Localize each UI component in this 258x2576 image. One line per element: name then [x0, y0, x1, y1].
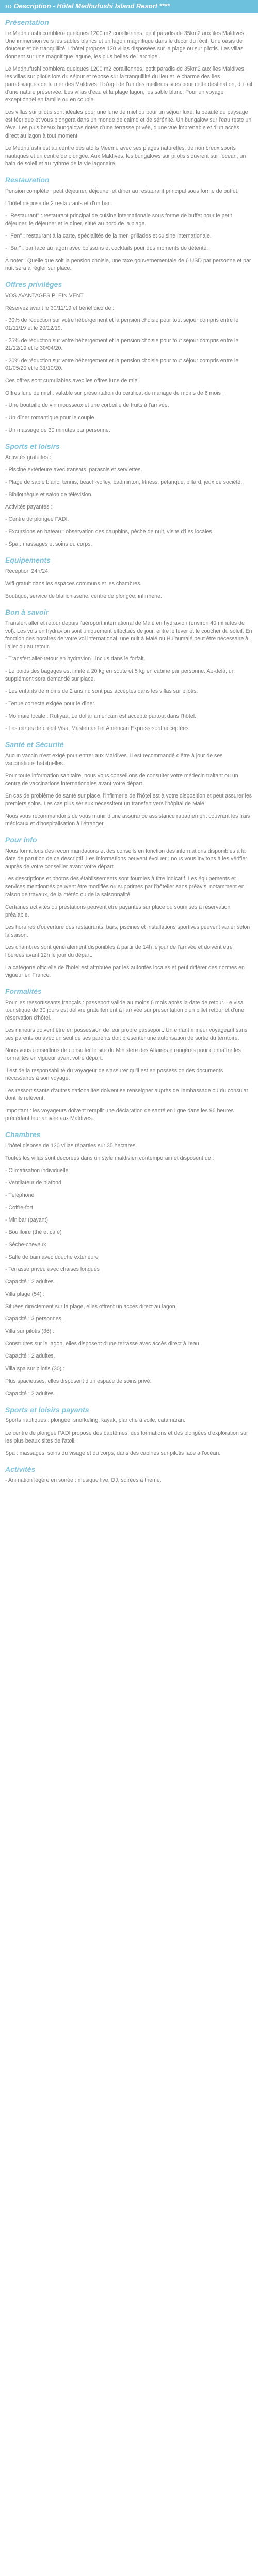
section-paragraph: - "Restaurant" : restaurant principal de cuisine internationale sous forme de buffet pour le petit déjeuner, le déjeuner et le dîner, situé au bord de la plage.: [5, 212, 232, 227]
section-paragraph: À noter : Quelle que soit la pension choisie, une taxe gouvernementale de 6 USD par personne et par nuit sera à régler sur place.: [5, 257, 251, 272]
section-paragraph: - Téléphone: [5, 1192, 35, 1199]
section-title: Offres privilèges: [5, 280, 62, 289]
section-paragraph: Capacité : 3 personnes.: [5, 1316, 63, 1323]
section-paragraph: La catégorie officielle de l'hôtel est attribuée par les autorités locales et peut différer des normes en vigueur en France.: [5, 964, 245, 978]
section-paragraph: Capacité : 2 adultes.: [5, 1353, 55, 1360]
section-paragraph: - Un massage de 30 minutes par personne.: [5, 427, 110, 433]
section-paragraph: - Monnaie locale : Rufiyaa. Le dollar américain est accepté partout dans l'hôtel.: [5, 713, 197, 720]
section-paragraph: - Piscine extérieure avec transats, parasols et serviettes.: [5, 466, 142, 473]
section-title: Présentation: [5, 18, 49, 27]
section-paragraph: - "Fen" : restaurant à la carte, spécialités de la mer, grillades et cuisine internationale.: [5, 232, 212, 239]
section-paragraph: Transfert aller et retour depuis l'aéroport international de Malé en hydravion (environ 40 minutes de vol). Les vols en hydravion sont uniquement effectués de jour, entre le lever et le coucher du soleil. En fonction des horaires de votre vol international, une nuit à Malé ou Hulhumalé peut être nécessaire à l'aller ou au retour.: [5, 620, 252, 650]
section-paragraph: Les mineurs doivent être en possession de leur propre passeport. Un enfant mineur voyageant sans ses parents ou avec un seul de ses parents doit présenter une autorisation de sortie du territoire.: [5, 1027, 248, 1041]
section-paragraph: Spa : massages, soins du visage et du corps, dans des cabines sur pilotis face à l'océan.: [5, 1450, 221, 1456]
section-paragraph: Le Medhufushi est au centre des atolls Meemu avec ses plages naturelles, de nombreux sports nautiques et un centre de plongée. Aux Maldives, les bungalows sur pilotis s'ouvrent sur l'océan, un bain de soleil et au rythme de la vie lagonaire.: [5, 145, 246, 167]
section-paragraph: Construites sur le lagon, elles disposent d'une terrasse avec accès direct à l'eau.: [5, 1341, 201, 1347]
section-paragraph: Nous vous recommandons de vous munir d'une assurance assistance rapatriement couvrant les frais médicaux et d'hospitalisation à l'étranger.: [5, 813, 250, 827]
section-paragraph: Il est de la responsabilité du voyageur de s'assurer qu'il est en possession des documents nécessaires à son voyage.: [5, 1067, 223, 1081]
section-paragraph: Plus spacieuses, elles disposent d'un espace de soins privé.: [5, 1378, 152, 1384]
section-paragraph: Aucun vaccin n'est exigé pour entrer aux Maldives. Il est recommandé d'être à jour de ses vaccinations habituelles.: [5, 753, 223, 767]
section-paragraph: Le centre de plongée PADI propose des baptêmes, des formations et des plongées d'exploration sur les plus beaux sites de l'atoll.: [5, 1430, 248, 1444]
section-paragraph: Les villas sur pilotis sont idéales pour une lune de miel ou pour un séjour luxe; la beauté du paysage est féerique et vous plongera dans un monde de calme et de sérénité. Un bungalow sur l'eau reste un rêve. Les plus beaux bungalows dotés d'une terrasse privée, d'une vue imprenable et d'un accès direct au lagon à tout moment.: [5, 109, 252, 139]
section-title: Restauration: [5, 175, 50, 184]
section-paragraph: Pour les ressortissants français : passeport valide au moins 6 mois après la date de retour. Le visa touristique de 30 jours est délivré gratuitement à l'arrivée sur présentation d'un billet retour et d'une réservation d'hôtel.: [5, 999, 245, 1021]
section-paragraph: Sports nautiques : plongée, snorkeling, kayak, planche à voile, catamaran.: [5, 1417, 186, 1424]
description-banner: [0, 0, 258, 13]
section-paragraph: Activités payantes :: [5, 504, 53, 511]
section-paragraph: Situées directement sur la plage, elles offrent un accès direct au lagon.: [5, 1303, 177, 1310]
section-paragraph: - Tenue correcte exigée pour le dîner.: [5, 701, 96, 707]
section-paragraph: - 25% de réduction sur votre hébergement et la pension choisie pour tout séjour compris entre le 21/12/19 et le 30/04/20.: [5, 337, 239, 351]
description-sections: [5, 18, 253, 1484]
section-title: Activités: [5, 1465, 36, 1473]
section-paragraph: L'hôtel dispose de 120 villas réparties sur 35 hectares.: [5, 1142, 137, 1149]
section-paragraph: Wifi gratuit dans les espaces communs et les chambres.: [5, 581, 142, 587]
section-paragraph: - Climatisation individuelle: [5, 1167, 69, 1174]
section-paragraph: - Ventilateur de plafond: [5, 1180, 61, 1187]
section-paragraph: - Le poids des bagages est limité à 20 kg en soute et 5 kg en cabine par personne. Au-delà, un supplément sera demandé sur place.: [5, 668, 235, 683]
section-paragraph: - Animation légère en soirée : musique live, DJ, soirées à thème.: [5, 1477, 162, 1484]
section-paragraph: Pour toute information sanitaire, nous vous conseillons de consulter votre médecin traitant ou un centre de vaccinations internationales avant votre départ.: [5, 773, 238, 787]
section-paragraph: Villa plage (54) :: [5, 1291, 45, 1298]
section-title: Bon à savoir: [5, 608, 49, 617]
section-paragraph: - Les cartes de crédit Visa, Mastercard et American Express sont acceptées.: [5, 725, 190, 732]
section-title: Santé et Sécurité: [5, 740, 64, 749]
section-paragraph: - Plage de sable blanc, tennis, beach-volley, badminton, fitness, pétanque, billard, jeux de société.: [5, 479, 243, 485]
section-paragraph: - Salle de bain avec douche extérieure: [5, 1254, 99, 1261]
section-paragraph: Les descriptions et photos des établissements sont fournies à titre indicatif. Les équipements et services mentionnés peuvent être modifiés ou supprimés par l'hôtelier sans préavis, notamment en raison de travaux, de la météo ou de la saisonnalité.: [5, 876, 245, 898]
section-paragraph: - Coffre-fort: [5, 1205, 33, 1211]
section-paragraph: Les ressortissants d'autres nationalités doivent se renseigner auprès de l'ambassade ou du consulat dont ils relèvent.: [5, 1087, 248, 1101]
section-paragraph: Important : les voyageurs doivent remplir une déclaration de santé en ligne dans les 96 heures précédant leur arrivée aux Maldives.: [5, 1108, 234, 1122]
section-title: Sports et loisirs payants: [5, 1405, 89, 1414]
section-paragraph: Activités gratuites :: [5, 454, 51, 461]
section-title: Pour info: [5, 836, 37, 844]
section-paragraph: - Bouilloire (thé et café): [5, 1229, 62, 1236]
section-paragraph: - 20% de réduction sur votre hébergement et la pension choisie pour tout séjour compris entre le 01/05/20 et le 31/10/20.: [5, 357, 239, 371]
section-paragraph: - Une bouteille de vin mousseux et une corbeille de fruits à l'arrivée.: [5, 402, 169, 409]
section-paragraph: - "Bar" : bar face au lagon avec boissons et cocktails pour des moments de détente.: [5, 245, 208, 251]
section-paragraph: Ces offres sont cumulables avec les offres lune de miel.: [5, 377, 140, 384]
section-title: Chambres: [5, 1130, 41, 1139]
section-paragraph: Offres lune de miel : valable sur présentation du certificat de mariage de moins de 6 mois :: [5, 389, 224, 396]
section-paragraph: En cas de problème de santé sur place, l'infirmerie de l'hôtel est à votre disposition et peut assurer les premiers soins. Les cas plus sérieux nécessitent un transfert vers l'hôpital de Malé.: [5, 793, 252, 807]
section-paragraph: Nous vous conseillons de consulter le site du Ministère des Affaires étrangères pour connaître les formalités en vigueur avant votre départ.: [5, 1047, 241, 1061]
section-paragraph: Villa spa sur pilotis (30) :: [5, 1365, 65, 1372]
section-paragraph: Le Medhufushi comblera quelques 1200 m2 coralliennes, petit paradis de 35km2 aux îles Maldives. Une immersion vers les sables blancs et un lagon magnifique dans le décor du récif. Une oasis de douceur et de tranquillité. L'hôtel propose 120 villas disposées sur la plage ou sur pilotis. Les villas donnent sur une magnifique lagune, les plus belles de l'archipel.: [5, 30, 246, 60]
banner-title: Description - Hôtel Medhufushi Island Resort ****: [14, 2, 170, 10]
section-title: Formalités: [5, 987, 42, 995]
section-paragraph: - Spa : massages et soins du corps.: [5, 541, 92, 548]
section-paragraph: Nous formulons des recommandations et des conseils en fonction des informations disponibles à la date de parution de ce descriptif. Les informations peuvent évoluer ; nous vous invitons à les vérifier auprès de votre conseiller avant votre départ.: [5, 848, 247, 870]
section-paragraph: - Excursions en bateau : observation des dauphins, pêche de nuit, visite d'îles locales.: [5, 529, 214, 535]
section-paragraph: - 30% de réduction sur votre hébergement et la pension choisie pour tout séjour compris entre le 01/11/19 et le 20/12/19.: [5, 317, 239, 331]
section-paragraph: - Transfert aller-retour en hydravion : inclus dans le forfait.: [5, 656, 146, 663]
section-paragraph: Capacité : 2 adultes.: [5, 1390, 55, 1397]
section-paragraph: - Sèche-cheveux: [5, 1242, 46, 1248]
section-paragraph: - Terrasse privée avec chaises longues: [5, 1266, 100, 1273]
section-paragraph: Capacité : 2 adultes.: [5, 1279, 55, 1285]
section-paragraph: Réception 24h/24.: [5, 568, 50, 575]
section-paragraph: Les horaires d'ouverture des restaurants, bars, piscines et installations sportives peuvent varier selon la saison.: [5, 924, 250, 938]
section-paragraph: - Centre de plongée PADI.: [5, 516, 69, 523]
arrow-icon: ›››: [5, 2, 12, 10]
section-paragraph: - Un dîner romantique pour le couple.: [5, 414, 96, 421]
section-title: Sports et loisirs: [5, 442, 60, 451]
section-paragraph: - Bibliothèque et salon de télévision.: [5, 492, 93, 498]
section-paragraph: VOS AVANTAGES PLEIN VENT: [5, 292, 84, 299]
section-paragraph: Villa sur pilotis (36) :: [5, 1328, 55, 1335]
section-paragraph: Certaines activités ou prestations peuvent être payantes sur place ou soumises à réservation préalable.: [5, 904, 231, 918]
section-paragraph: Toutes les villas sont décorées dans un style maldivien contemporain et disposent de :: [5, 1155, 214, 1161]
section-paragraph: Boutique, service de blanchisserie, centre de plongée, infirmerie.: [5, 593, 162, 600]
section-paragraph: - Minibar (payant): [5, 1217, 49, 1224]
section-paragraph: - Les enfants de moins de 2 ans ne sont pas acceptés dans les villas sur pilotis.: [5, 688, 198, 695]
section-paragraph: L'hôtel dispose de 2 restaurants et d'un bar :: [5, 200, 113, 207]
section-title: Equipements: [5, 556, 51, 565]
section-paragraph: Les chambres sont généralement disponibles à partir de 14h le jour de l'arrivée et doivent être libérées avant 12h le jour du départ.: [5, 944, 233, 958]
section-paragraph: Le Medhufushi comblera quelques 1200 m2 coralliennes, petit paradis de 35km2 aux îles Maldives, les villas sur pilotis lors du séjour et repose sur la tranquillité du lieu et le charme des îles paradisiaques de la mer des Maldives. Il s'agit de l'un des meilleurs sites pour cette destination, du fait d'une nature préservée. Les villas d'eau et la plage lagon, les sable blanc. Pour un voyage exceptionnel en famille ou en couple.: [5, 66, 253, 104]
section-paragraph: Réservez avant le 30/11/19 et bénéficiez de :: [5, 304, 115, 311]
section-paragraph: Pension complète : petit déjeuner, déjeuner et dîner au restaurant principal sous forme de buffet.: [5, 188, 239, 194]
